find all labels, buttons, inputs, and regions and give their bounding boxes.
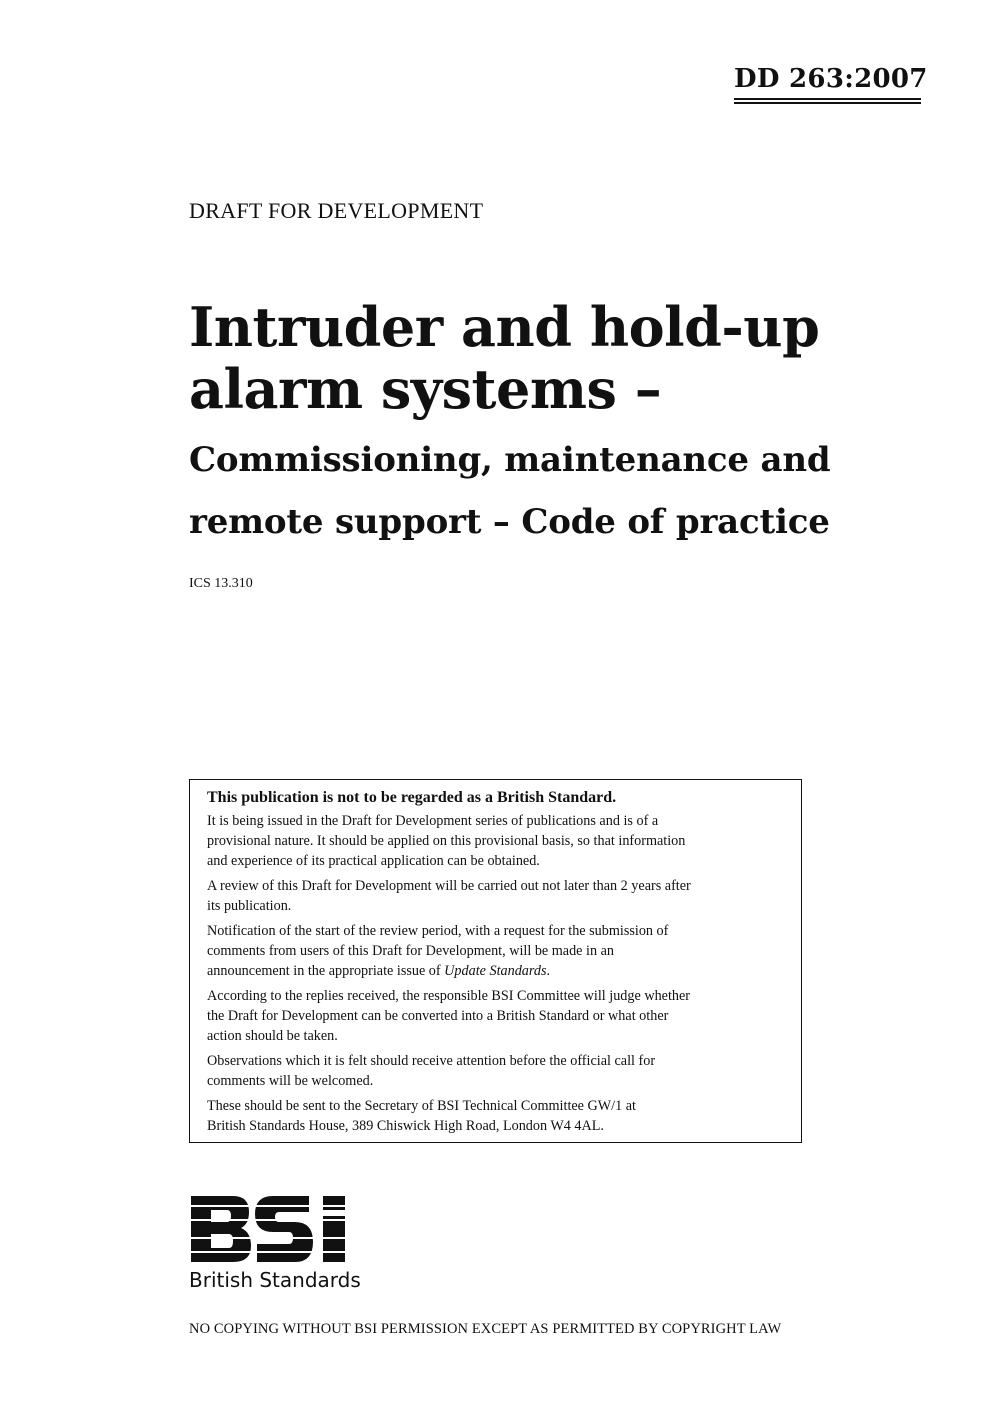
notice-line: its publication.: [207, 898, 292, 914]
bsi-logo: [189, 1192, 367, 1264]
bsi-tagline: British Standards: [189, 1268, 361, 1292]
notice-text: .: [546, 963, 551, 979]
document-number-underline: [734, 102, 921, 104]
notice-line: According to the replies received, the responsible BSI Committee will judge whether: [207, 988, 691, 1004]
notice-box: [189, 779, 802, 1143]
notice-line: comments will be welcomed.: [207, 1073, 374, 1089]
subtitle-line: remote support – Code of practice: [189, 502, 830, 542]
ics-code: ICS 13.310: [189, 576, 253, 591]
title-line: Intruder and hold-up: [189, 295, 820, 359]
notice-line: action should be taken.: [207, 1028, 338, 1044]
document-title: [189, 296, 819, 420]
notice-line: A review of this Draft for Development will be carried out not later than 2 years after: [207, 878, 691, 894]
document-subtitle: [189, 429, 830, 553]
notice-line: comments from users of this Draft for Development, will be made in an: [207, 943, 614, 959]
draft-label: DRAFT FOR DEVELOPMENT: [189, 198, 484, 223]
notice-line: and experience of its practical application can be obtained.: [207, 853, 540, 869]
copyright-notice: NO COPYING WITHOUT BSI PERMISSION EXCEPT AS PERMITTED BY COPYRIGHT LAW: [189, 1321, 782, 1337]
notice-paragraph: [207, 986, 787, 1046]
notice-line: Observations which it is felt should receive attention before the official call for: [207, 1053, 656, 1069]
notice-line: Notification of the start of the review period, with a request for the submission of: [207, 923, 669, 939]
bsi-wordmark-graphic: [189, 1192, 367, 1264]
subtitle-line: Commissioning, maintenance and: [189, 440, 831, 480]
notice-line: the Draft for Development can be converted into a British Standard or what other: [207, 1008, 669, 1024]
notice-line: It is being issued in the Draft for Development series of publications and is of a: [207, 813, 659, 829]
title-line: alarm systems –: [189, 357, 662, 421]
notice-paragraph: [207, 921, 787, 981]
notice-paragraph: [207, 811, 787, 871]
notice-paragraph: [207, 876, 787, 916]
notice-paragraph: [207, 1051, 787, 1091]
publication-name: Update Standards: [444, 963, 547, 979]
document-number: DD 263:2007: [734, 64, 928, 94]
notice-line: [207, 961, 787, 981]
notice-line: provisional nature. It should be applied on this provisional basis, so that information: [207, 833, 686, 849]
notice-line: British Standards House, 389 Chiswick High Road, London W4 4AL.: [207, 1118, 604, 1134]
notice-text: announcement in the appropriate issue of: [207, 963, 445, 979]
notice-paragraph: [207, 1096, 787, 1136]
document-number-underline: [734, 98, 921, 100]
notice-heading: This publication is not to be regarded as a British Standard.: [207, 789, 617, 806]
notice-line: These should be sent to the Secretary of BSI Technical Committee GW/1 at: [207, 1098, 636, 1114]
